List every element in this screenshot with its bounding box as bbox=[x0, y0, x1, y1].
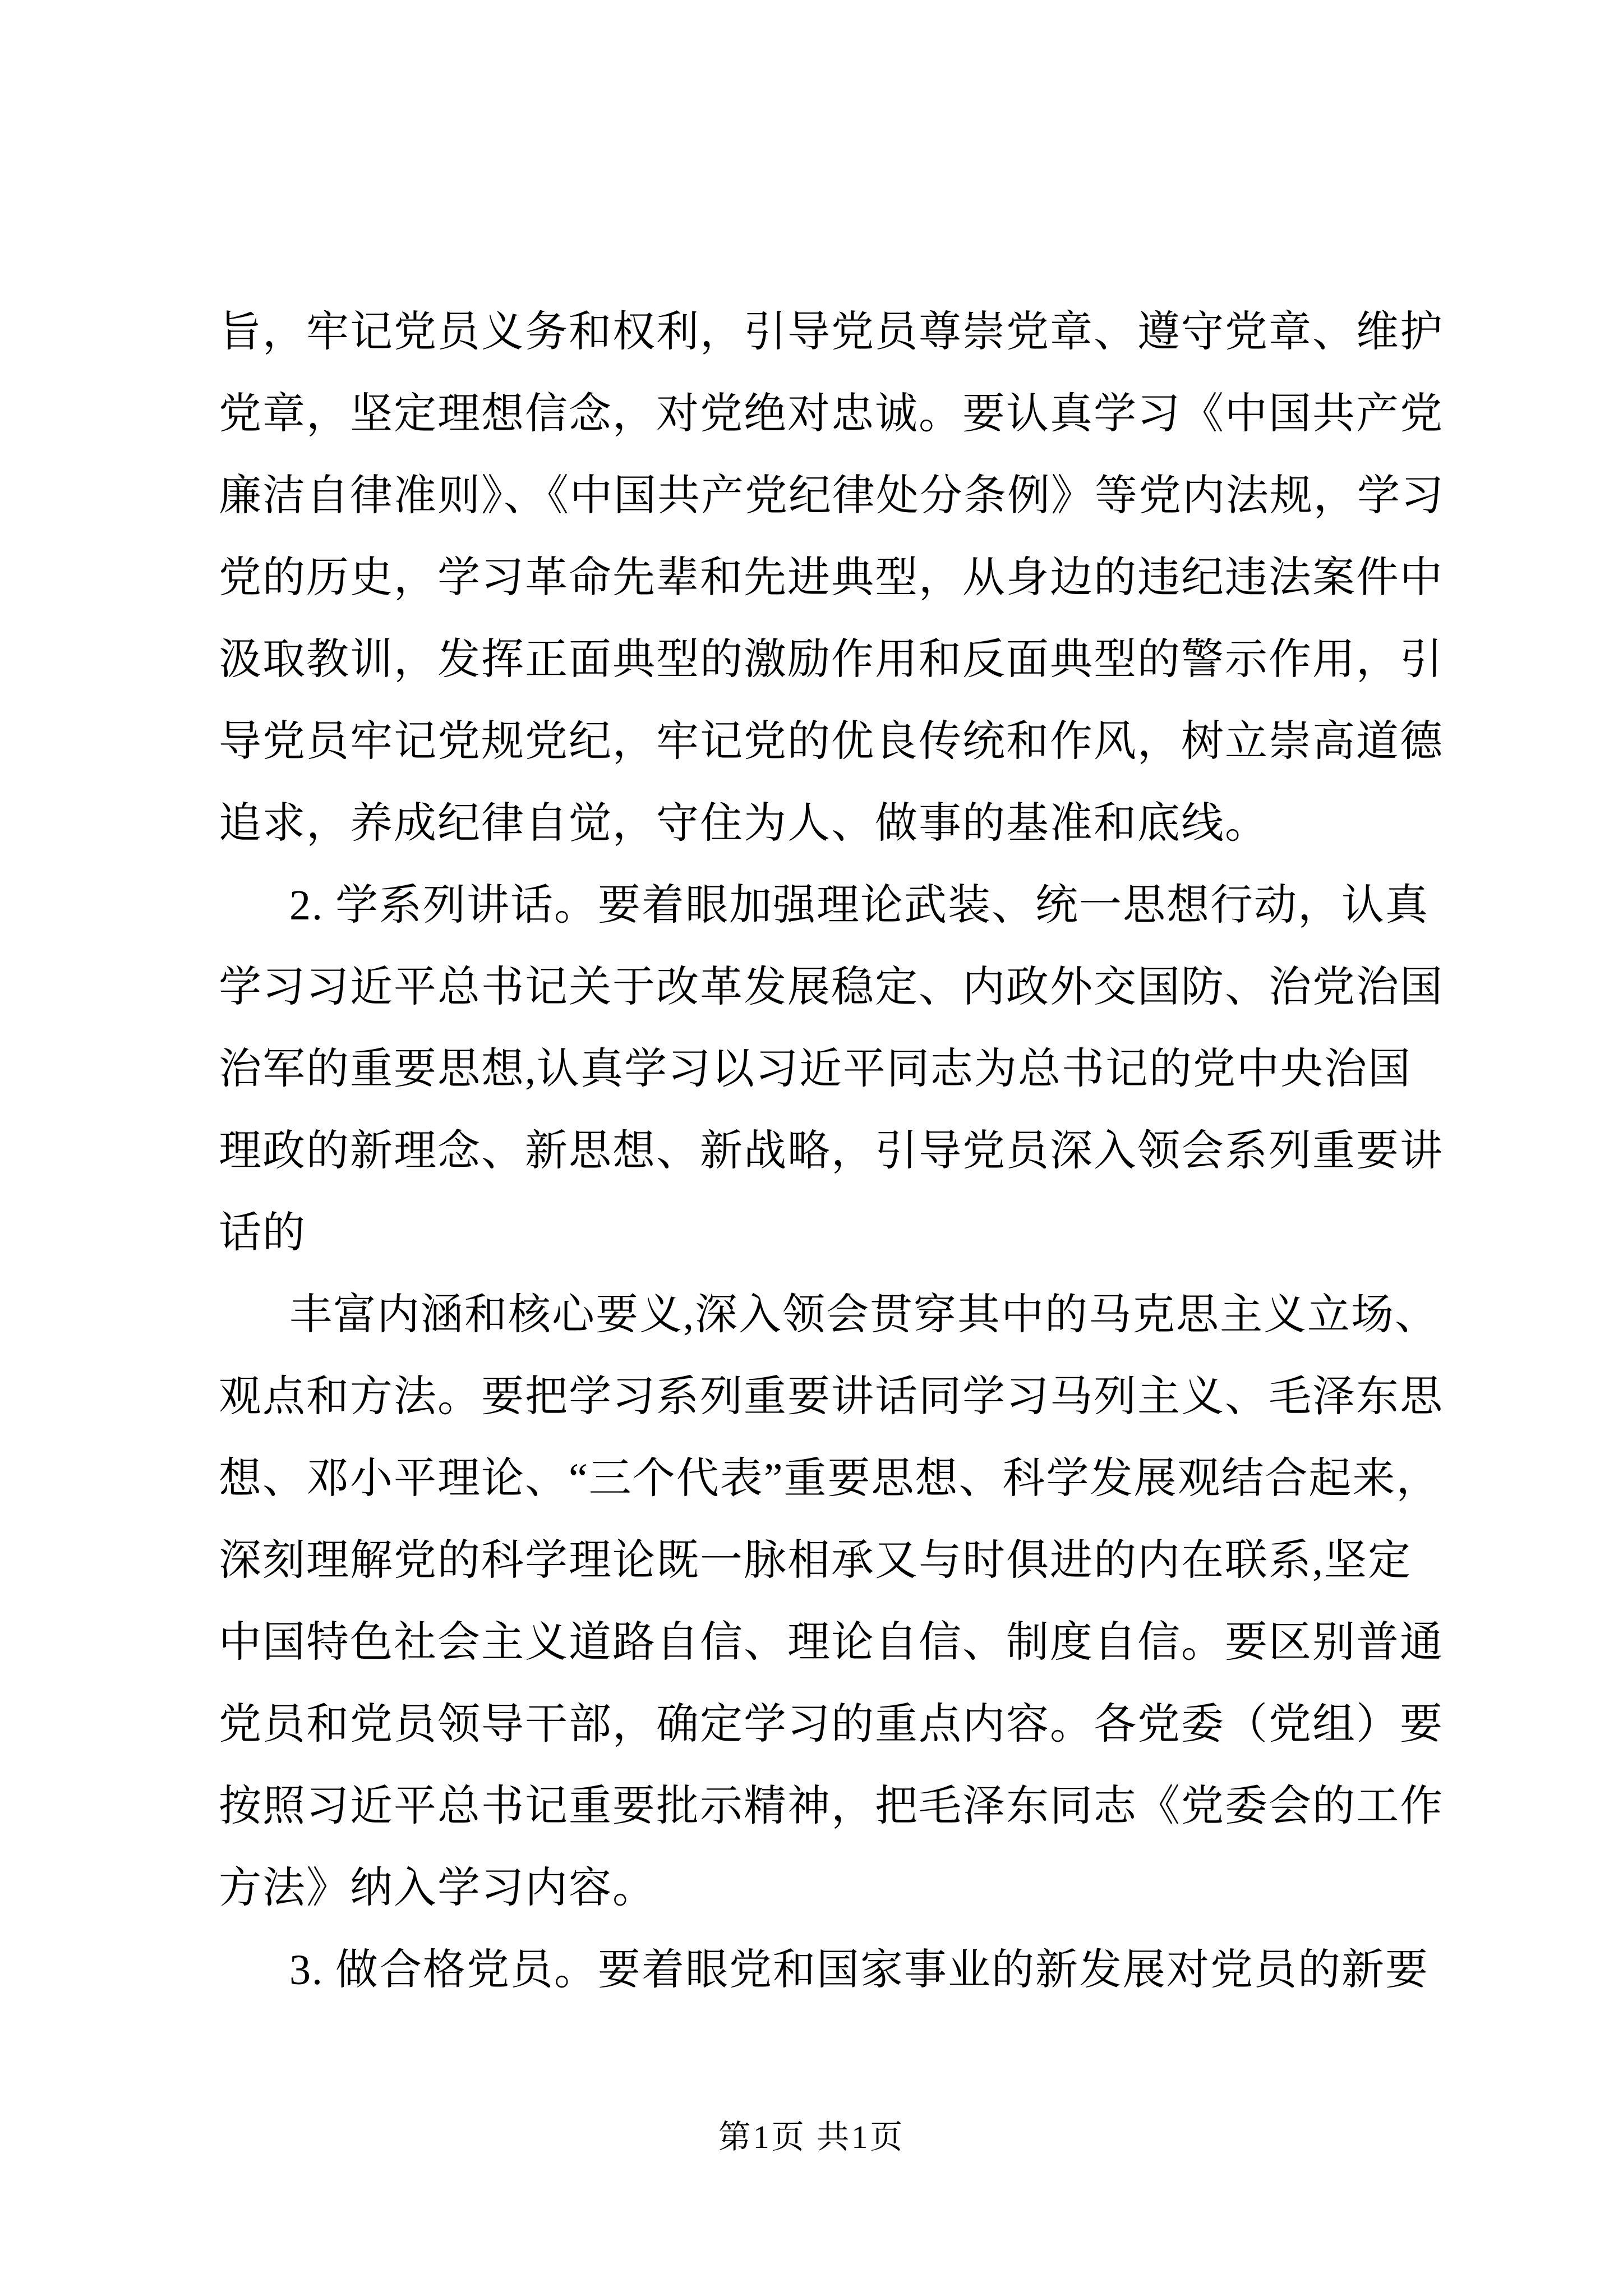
text-line: 话的 bbox=[219, 1209, 306, 1257]
text-line: 追求，养成纪律自觉，守住为人、做事的基准和底线。 bbox=[219, 800, 1269, 847]
text-line: 治军的重要思想,认真学习以习近平同志为总书记的党中央治国 bbox=[219, 1046, 1412, 1093]
text-line: 廉洁自律准则》、《中国共产党纪律处分条例》等党内法规，学习 bbox=[219, 472, 1445, 519]
text-line: 中国特色社会主义道路自信、理论自信、制度自信。要区别普通 bbox=[219, 1619, 1444, 1666]
text-line: 党的历史，学习革命先辈和先进典型，从身边的违纪违法案件中 bbox=[219, 554, 1444, 601]
text-line: 导党员牢记党规党纪，牢记党的优良传统和作风，树立崇高道德 bbox=[219, 718, 1444, 765]
text-line: 理政的新理念、新思想、新战略，引导党员深入领会系列重要讲 bbox=[219, 1128, 1444, 1175]
text-line: 学习习近平总书记关于改革发展稳定、内政外交国防、治党治国 bbox=[219, 964, 1444, 1011]
page-number-footer: 第1页 共1页 bbox=[718, 2119, 905, 2155]
text-line: 党员和党员领导干部，确定学习的重点内容。各党委（党组）要 bbox=[219, 1701, 1444, 1748]
text-line: 按照习近平总书记重要批示精神，把毛泽东同志《党委会的工作 bbox=[219, 1783, 1444, 1830]
text-line: 旨，牢记党员义务和权利，引导党员尊崇党章、遵守党章、维护 bbox=[219, 309, 1444, 356]
text-line: 想、邓小平理论、“三个代表”重要思想、科学发展观结合起来， bbox=[219, 1455, 1440, 1502]
text-line-paragraph-start: 丰富内涵和核心要义,深入领会贯穿其中的马克思主义立场、 bbox=[289, 1291, 1438, 1338]
text-line: 方法》纳入学习内容。 bbox=[219, 1865, 656, 1912]
text-line-paragraph-start: 3. 做合格党员。要着眼党和国家事业的新发展对党员的新要 bbox=[289, 1947, 1429, 1994]
text-line: 深刻理解党的科学理论既一脉相承又与时俱进的内在联系,坚定 bbox=[219, 1537, 1412, 1584]
document-text-block bbox=[219, 291, 1445, 2011]
text-line: 汲取教训，发挥正面典型的激励作用和反面典型的警示作用，引 bbox=[219, 636, 1444, 683]
text-line-paragraph-start: 2. 学系列讲话。要着眼加强理论武装、统一思想行动，认真 bbox=[289, 882, 1429, 929]
text-line: 观点和方法。要把学习系列重要讲话同学习马列主义、毛泽东思 bbox=[219, 1373, 1444, 1420]
text-line: 党章，坚定理想信念，对党绝对忠诚。要认真学习《中国共产党 bbox=[219, 390, 1444, 438]
